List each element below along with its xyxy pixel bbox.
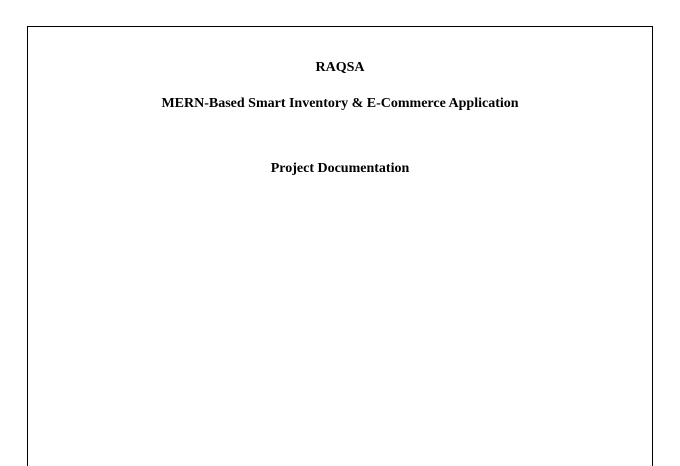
document-page — [27, 26, 653, 466]
document-subtitle: MERN-Based Smart Inventory & E-Commerce Application — [161, 96, 519, 111]
document-title: RAQSA — [315, 60, 365, 75]
document-type-heading: Project Documentation — [270, 161, 410, 176]
